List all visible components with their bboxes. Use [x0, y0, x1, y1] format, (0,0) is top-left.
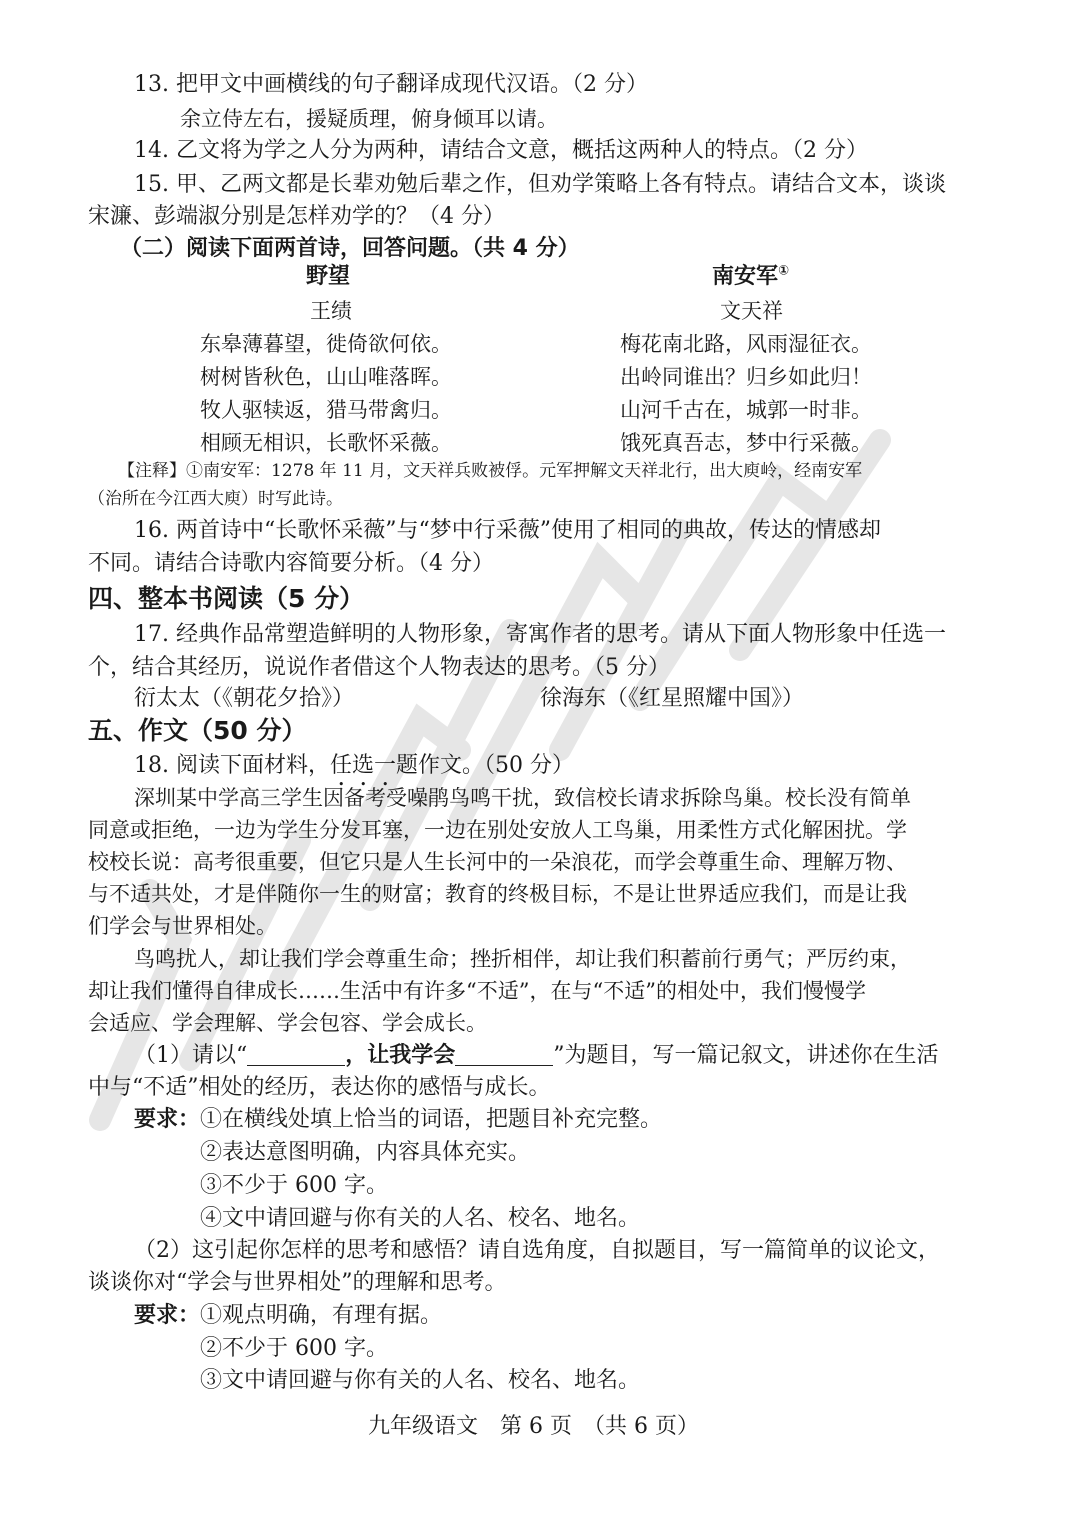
task1-line1: （1）请以“ ，让我学会 ”为题目，写一篇记叙文，讲述你在生活: [134, 1042, 939, 1068]
note-marker: ①: [778, 263, 790, 279]
q15-line1: 15. 甲、乙两文都是长辈劝勉后辈之作，但劝学策略上各有特点。请结合文本，谈谈: [134, 172, 946, 197]
poem1-line: 牧人驱犊返，猎马带禽归。: [200, 398, 452, 422]
poem1-author: 王绩: [310, 299, 352, 323]
poem2-line: 饿死真吾志，梦中行采薇。: [620, 431, 872, 455]
task1-req-first: 要求：①在横线处填上恰当的词语，把题目补充完整。: [134, 1107, 663, 1132]
material-line: 们学会与世界相处。: [88, 914, 277, 938]
q15-line2: 宋濂、彭端淑分别是怎样劝学的？（4 分）: [88, 204, 505, 229]
q17-line1: 17. 经典作品常塑造鲜明的人物形象，寄寓作者的思考。请从下面人物形象中任选一: [134, 622, 946, 647]
poem2-line: 梅花南北路，风雨湿征衣。: [620, 332, 872, 356]
material-line: 与不适共处，才是伴随你一生的财富；教育的终极目标，不是让世界适应我们，而是让我: [88, 882, 907, 906]
material-line: 深圳某中学高三学生因备考受噪鹃鸟鸣干扰，致信校长请求拆除鸟巢。校长没有简单: [134, 786, 911, 810]
poem2-title: 南安军①: [712, 263, 790, 289]
task1-req: ②表达意图明确，内容具体充实。: [200, 1140, 531, 1165]
page-footer: 九年级语文 第 6 页 （共 6 页）: [368, 1414, 699, 1439]
task2-line2: 谈谈你对“学会与世界相处”的理解和思考。: [88, 1270, 507, 1295]
poem1-line: 树树皆秋色，山山唯落晖。: [200, 365, 452, 389]
q13-sentence: 余立侍左右，援疑质理，俯身倾耳以请。: [180, 107, 558, 131]
annotation-line1: 【注释】①南安军：1278 年 11 月，文天祥兵败被俘。元军押解文天祥北行，出大庾岭，经南安军: [118, 461, 863, 481]
section4-heading: 四、整本书阅读（5 分）: [88, 584, 365, 613]
blank-line: [247, 1044, 345, 1066]
material-line: 鸟鸣扰人，却让我们学会尊重生命；挫折相伴，却让我们积蓄前行勇气；严厉约束，: [134, 947, 911, 971]
q18-prompt: 18. 阅读下面材料，任选一题作文。（50 分）: [134, 753, 574, 778]
q17-line2: 个，结合其经历，说说作者借这个人物表达的思考。（5 分）: [88, 655, 670, 680]
q17-option-a: 衍太太（《朝花夕拾》）: [134, 686, 355, 711]
section5-heading: 五、作文（50 分）: [88, 716, 307, 745]
task2-req: ②不少于 600 字。: [200, 1336, 388, 1361]
emphasis-text: 任选一: [329, 753, 396, 778]
poem2-line: 山河千古在，城郭一时非。: [620, 398, 872, 422]
annotation-line2: （治所在今江西大庾）时写此诗。: [88, 489, 343, 509]
task2-req-first: 要求：①观点明确，有理有据。: [134, 1303, 443, 1328]
task2-line1: （2）这引起你怎样的思考和感悟？请自选角度，自拟题目，写一篇简单的议论文，: [134, 1238, 940, 1263]
q16-line2: 不同。请结合诗歌内容简要分析。（4 分）: [88, 551, 494, 576]
material-line: 会适应、学会理解、学会包容、学会成长。: [88, 1011, 487, 1035]
task1-req: ③不少于 600 字。: [200, 1173, 388, 1198]
material-line: 同意或拒绝，一边为学生分发耳塞，一边在别处安放人工鸟巢，用柔性方式化解困扰。学: [88, 818, 907, 842]
task2-req: ③文中请回避与你有关的人名、校名、地名。: [200, 1368, 641, 1393]
q17-option-b: 徐海东（《红星照耀中国》）: [540, 686, 805, 711]
poem2-line: 出岭同谁出？归乡如此归！: [620, 365, 872, 389]
material-line: 校校长说：高考很重要，但它只是人生长河中的一朵浪花，而学会尊重生命、理解万物、: [88, 850, 907, 874]
poem2-author: 文天祥: [720, 299, 783, 323]
blank-line: [455, 1044, 553, 1066]
poem1-title: 野望: [306, 264, 351, 289]
poem1-line: 相顾无相识，长歌怀采薇。: [200, 431, 452, 455]
task1-req: ④文中请回避与你有关的人名、校名、地名。: [200, 1206, 641, 1231]
task1-line2: 中与“不适”相处的经历，表达你的感悟与成长。: [88, 1075, 551, 1100]
material-line: 却让我们懂得自律成长……生活中有许多“不适”，在与“不适”的相处中，我们慢慢学: [88, 979, 866, 1003]
section2-heading: （二）阅读下面两首诗，回答问题。（共 4 分）: [120, 236, 580, 261]
q13-prompt: 13. 把甲文中画横线的句子翻译成现代汉语。（2 分）: [134, 72, 648, 97]
poem1-line: 东皋薄暮望，徙倚欲何依。: [200, 332, 452, 356]
q16-line1: 16. 两首诗中“长歌怀采薇”与“梦中行采薇”使用了相同的典故，传达的情感却: [134, 518, 881, 543]
q14-prompt: 14. 乙文将为学之人分为两种，请结合文意，概括这两种人的特点。（2 分）: [134, 138, 868, 163]
